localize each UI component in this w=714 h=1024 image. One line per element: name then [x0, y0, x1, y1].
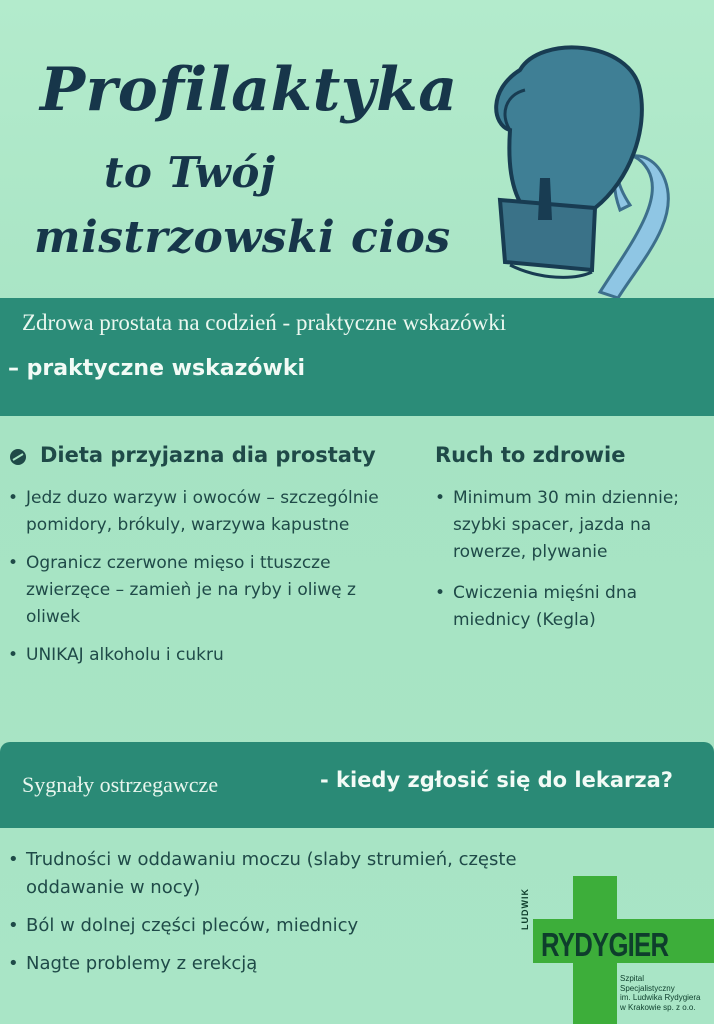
logo-sub-line: im. Ludwika Rydygiera: [620, 993, 701, 1002]
title-line-2: to Twój: [104, 148, 276, 197]
list-item: • Cwiczenia mięśni dna miednicy (Kegla): [433, 580, 703, 634]
diet-heading: Dieta przyjazna dia prostaty: [40, 443, 376, 467]
warning-subtitle: - kiedy zgłosić się do lekarza?: [320, 768, 673, 792]
list-item: • Ogranicz czerwone mięso i ttuszcze zwierzęce – zamieǹ je na ryby i oliwę z oliwek: [6, 550, 406, 631]
list-item: • Trudności w oddawaniu moczu (slaby strumień, częste oddawanie w nocy): [6, 846, 526, 902]
warning-title: Sygnały ostrzegawcze: [22, 772, 219, 797]
subtitle-line-1: Zdrowa prostata na codzień - praktyczne wskazówki: [22, 310, 507, 335]
logo-first-name: LUDWIK: [520, 888, 530, 930]
title-line-3: mistrzowski cios: [34, 212, 451, 263]
list-item: • Ból w dolnej części pleców, miednicy: [6, 912, 526, 940]
boxing-glove-icon: [480, 30, 710, 300]
list-item: • Minimum 30 min dziennie; szybki spacer, jazda na rowerze, plywanie: [433, 485, 703, 566]
list-item: • Nagte problemy z erekcją: [6, 950, 526, 978]
movement-heading: Ruch to zdrowie: [435, 443, 626, 467]
movement-list: [433, 485, 703, 648]
warning-list: [6, 846, 526, 988]
subtitle-line-2: – praktyczne wskazówki: [8, 356, 305, 381]
logo-sub-line: w Krakowie sp. z o.o.: [620, 1002, 696, 1012]
list-item: • UNIKAJ alkoholu i cukru: [6, 642, 406, 669]
diet-list: [6, 485, 406, 680]
logo-name: RYDYGIER: [541, 926, 669, 963]
logo-sub-line: Specjalistyczny: [620, 983, 675, 993]
logo-subtitle: [620, 974, 700, 1012]
leaf-bullet-icon: [8, 447, 28, 467]
logo-sub-line: Szpital: [620, 974, 645, 983]
list-item: • Jedz duzo warzyw i owoców – szczególnie pomidory, brókuly, warzywa kapustne: [6, 485, 406, 539]
title-line-1: Profilaktyka: [40, 55, 458, 125]
